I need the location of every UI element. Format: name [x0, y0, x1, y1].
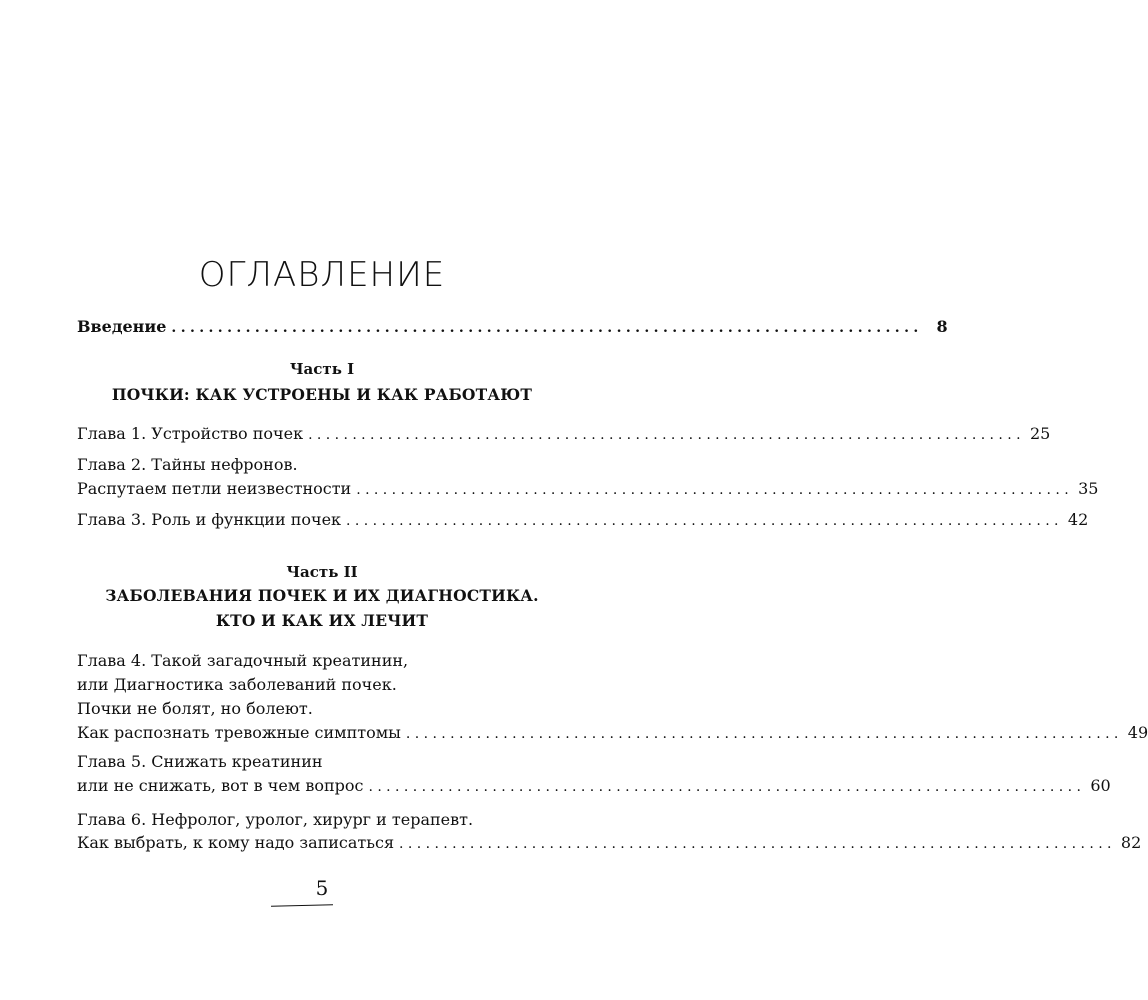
toc-page-number: 35 — [1078, 479, 1099, 498]
dot-leader: ................................................................................. — [346, 513, 1063, 529]
part-title-line-2: КТО И КАК ИХ ЛЕЧИТ — [215, 611, 429, 630]
toc-page-number: 25 — [1029, 424, 1051, 443]
part-label: Часть I — [289, 360, 355, 378]
toc-entry-chapter-2-line-1[interactable]: Глава 2. Тайны нефронов. — [77, 455, 298, 474]
toc-entry-label: или не снижать, вот в чем вопрос — [77, 776, 364, 795]
part-label: Часть II — [286, 563, 358, 581]
toc-entry-chapter-1[interactable] — [77, 421, 1051, 448]
toc-entry-label: Глава 3. Роль и функции почек — [77, 510, 342, 529]
toc-entry-label: Как распознать тревожные симптомы — [77, 723, 401, 742]
toc-entry-chapter-2[interactable] — [77, 476, 1099, 503]
toc-entry-label: Как выбрать, к кому надо записаться — [77, 833, 395, 852]
toc-page-number: 49 — [1127, 723, 1148, 742]
toc-entry-chapter-4-line-3[interactable]: Почки не болят, но болеют. — [77, 699, 313, 718]
toc-page-number: 60 — [1090, 776, 1111, 795]
toc-entry-chapter-4[interactable] — [77, 720, 1148, 747]
dot-leader: ................................................................................. — [368, 779, 1086, 795]
dot-leader: ................................................................................. — [356, 482, 1074, 498]
toc-entry-chapter-4-line-1[interactable]: Глава 4. Такой загадочный креатинин, — [77, 651, 409, 670]
toc-entry-chapter-6-line-1[interactable]: Глава 6. Нефролог, уролог, хирург и терапевт. — [77, 810, 474, 829]
part-title: ПОЧКИ: КАК УСТРОЕНЫ И КАК РАБОТАЮТ — [111, 385, 533, 404]
toc-entry-chapter-3[interactable] — [77, 507, 1089, 534]
toc-entry-chapter-5-line-1[interactable]: Глава 5. Снижать креатинин — [77, 752, 323, 771]
toc-entry-intro[interactable] — [77, 314, 948, 341]
toc-page-number: 8 — [936, 317, 948, 336]
part-title-line-1: ЗАБОЛЕВАНИЯ ПОЧЕК И ИХ ДИАГНОСТИКА. — [105, 586, 539, 605]
toc-page-number: 82 — [1120, 833, 1142, 852]
toc-entry-label: Распутаем петли неизвестности — [77, 479, 352, 498]
page-number-underline — [271, 904, 333, 907]
dot-leader: ................................................................................. — [399, 836, 1116, 852]
toc-entry-chapter-5[interactable] — [77, 773, 1111, 800]
toc-entry-chapter-6[interactable] — [77, 830, 1142, 857]
dot-leader: ................................................................................. — [171, 320, 923, 336]
dot-leader: ................................................................................. — [308, 427, 1025, 443]
page-number: 5 — [315, 876, 329, 900]
contents-title: ОГЛАВЛЕНИЕ — [198, 255, 446, 295]
toc-page-number: 42 — [1067, 510, 1089, 529]
toc-entry-chapter-4-line-2[interactable]: или Диагностика заболеваний почек. — [77, 675, 397, 694]
toc-entry-label: Введение — [77, 317, 167, 336]
dot-leader: ................................................................................. — [405, 726, 1123, 742]
toc-entry-label: Глава 1. Устройство почек — [77, 424, 304, 443]
